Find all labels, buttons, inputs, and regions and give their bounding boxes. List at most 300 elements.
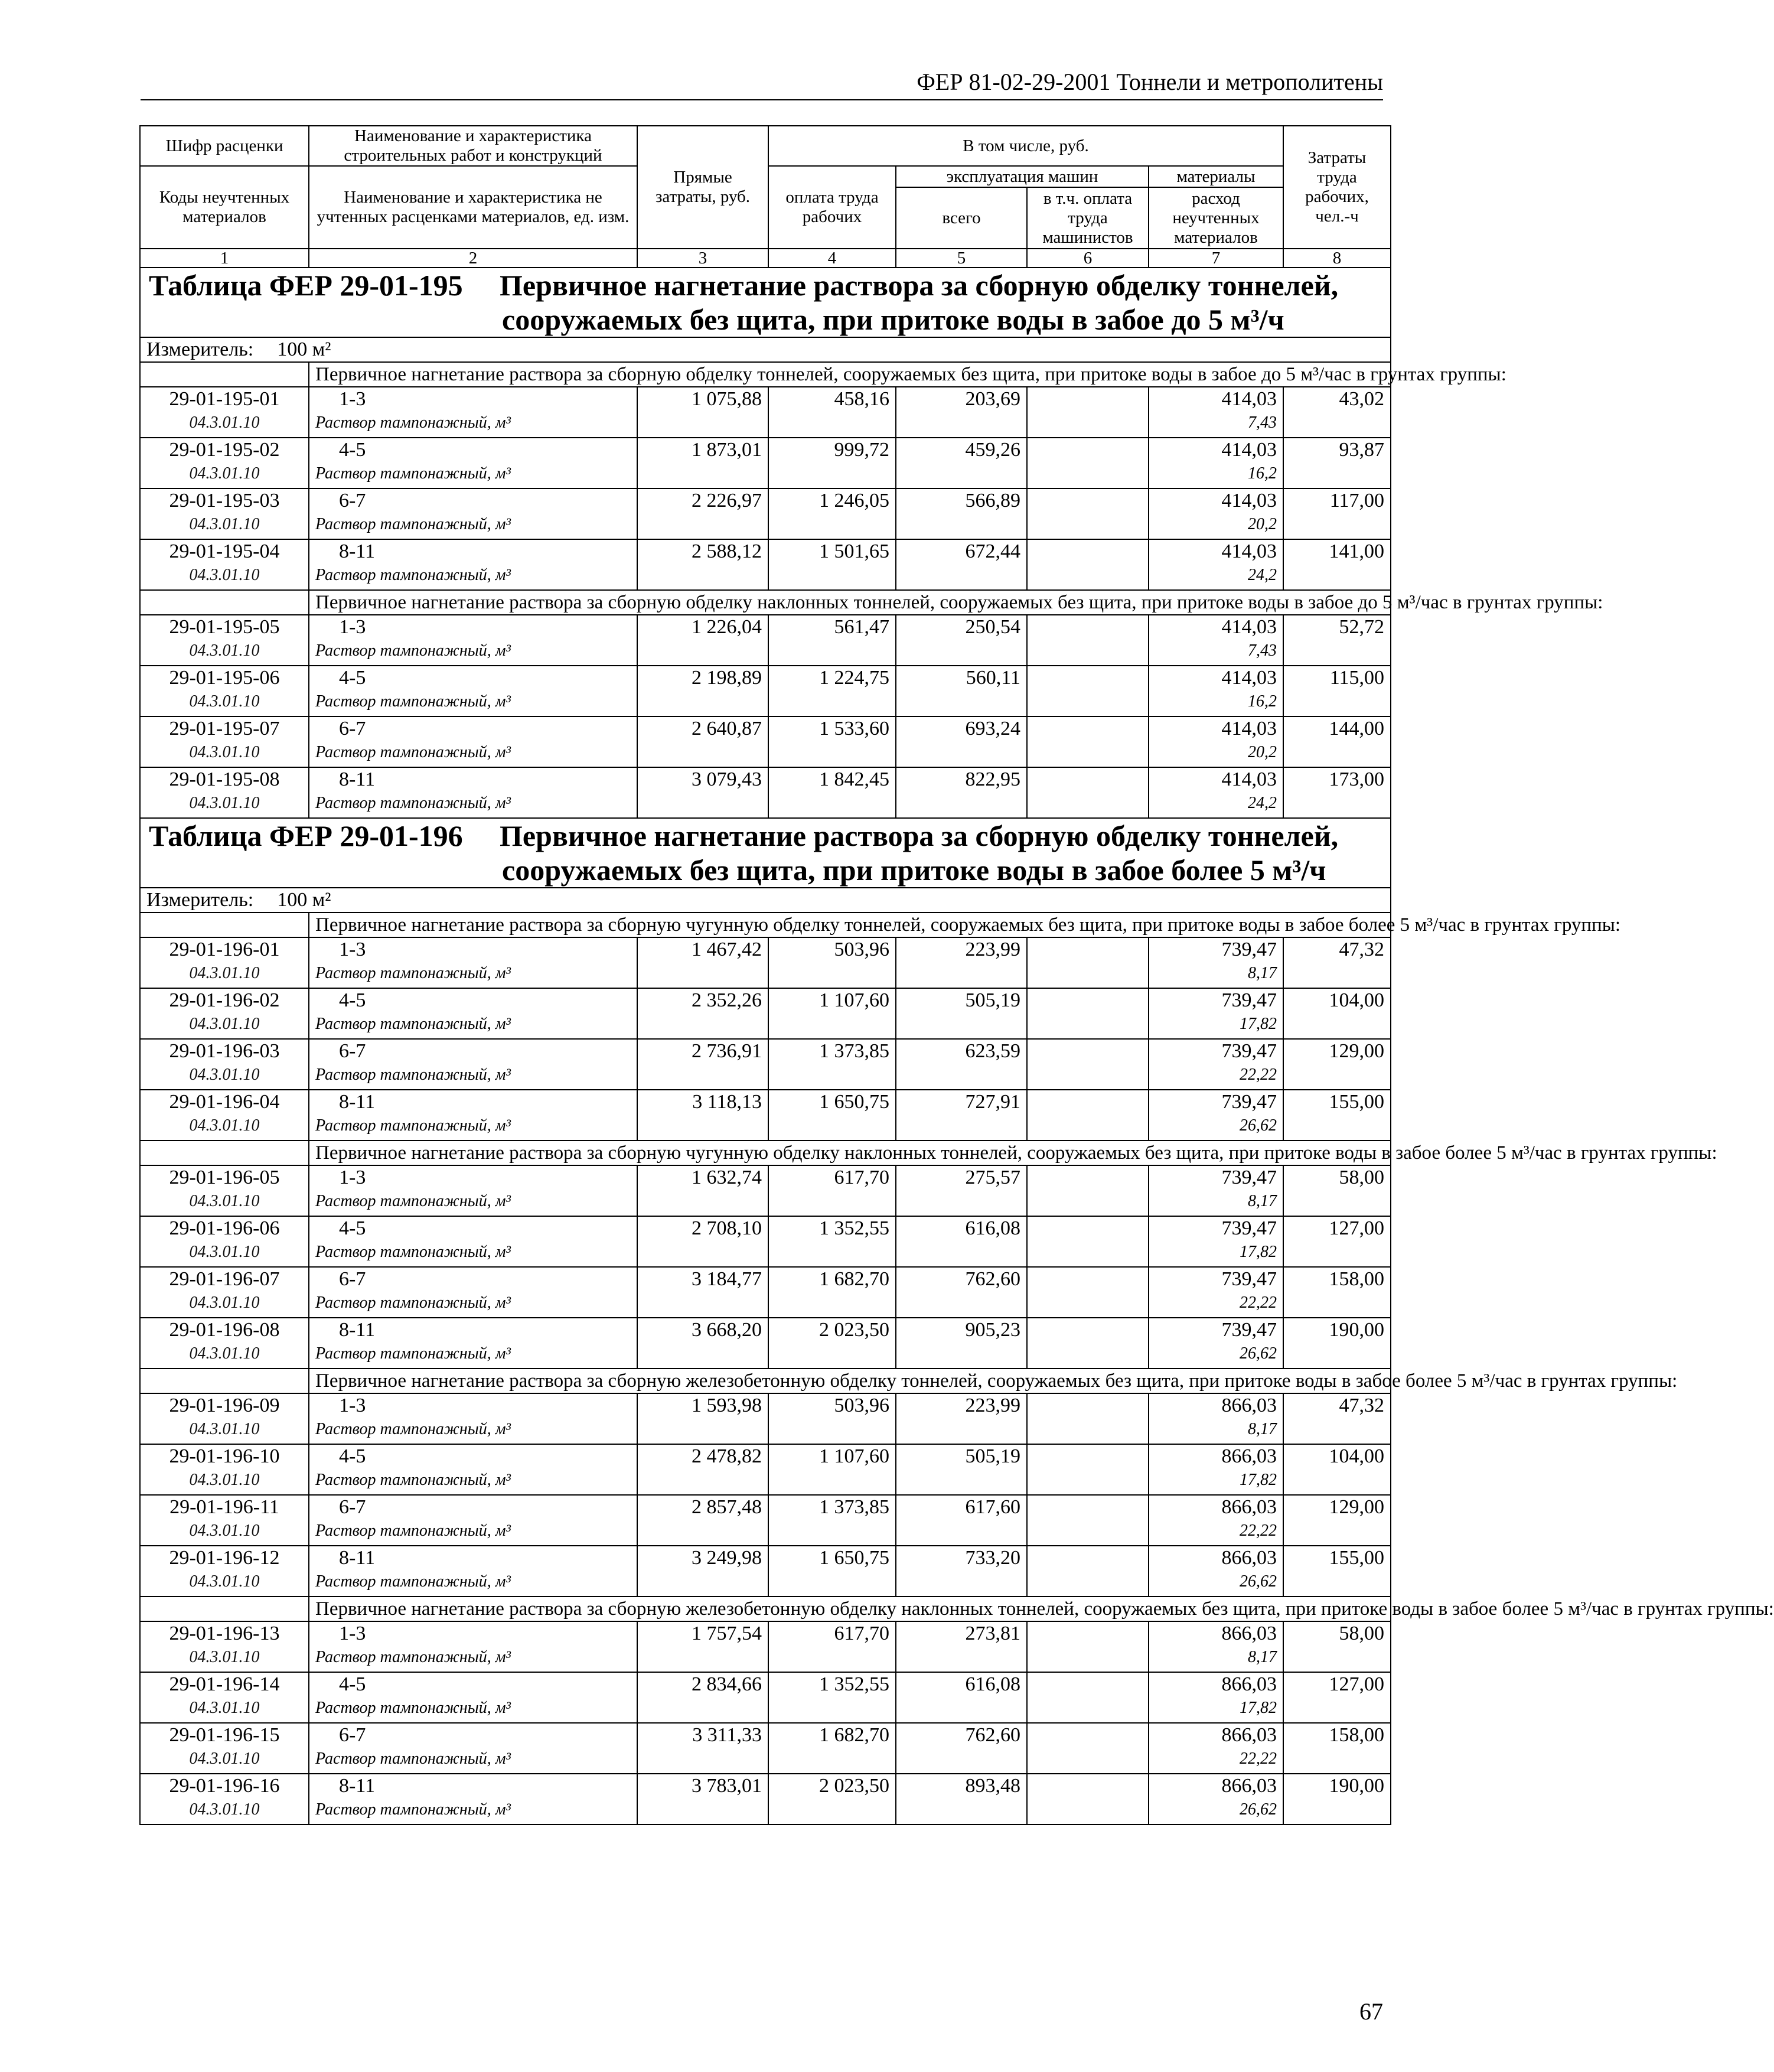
machines-total: 616,08 [896, 1216, 1027, 1267]
machines-total: 822,95 [896, 767, 1027, 818]
materials-cell [1149, 1621, 1283, 1672]
group-empty-cell [140, 1141, 309, 1165]
worker-wages: 1 682,70 [768, 1723, 896, 1774]
materials-value: 866,03 [1221, 1496, 1277, 1518]
table-row [140, 1444, 1391, 1495]
direct-cost: 3 079,43 [637, 767, 768, 818]
soil-group: 8-11 [339, 1775, 376, 1797]
labor-cost: 47,32 [1283, 1393, 1391, 1444]
labor-cost: 58,00 [1283, 1165, 1391, 1216]
rate-code: 29-01-195-03 [169, 490, 280, 512]
group-empty-cell [140, 1369, 309, 1393]
group-row [140, 1369, 1391, 1393]
direct-cost: 2 352,26 [637, 988, 768, 1039]
table-title-line-2: сооружаемых без щита, при притоке воды в забое до 5 м³/ч [502, 303, 1284, 336]
soil-group: 8-11 [339, 1319, 376, 1341]
materials-value: 866,03 [1221, 1395, 1277, 1416]
soil-group: 1-3 [339, 1623, 366, 1644]
group-description: Первичное нагнетание раствора за сборную обделку тоннелей, сооружаемых без щита, при притоке воды в забое до 5 м³/час в грунтах группы: [309, 362, 1391, 387]
soil-group: 1-3 [339, 616, 366, 638]
rate-code: 29-01-196-02 [169, 989, 280, 1011]
material-consumption: 17,82 [1240, 1699, 1277, 1717]
rate-name-cell [309, 615, 637, 666]
measure-label: Измеритель: [146, 889, 254, 911]
labor-cost: 190,00 [1283, 1318, 1391, 1369]
soil-group: 8-11 [339, 1091, 376, 1113]
machinist-wages [1027, 716, 1149, 767]
material-consumption: 8,17 [1248, 1192, 1277, 1210]
material-consumption: 26,62 [1240, 1800, 1277, 1819]
material-code: 04.3.01.10 [189, 1192, 260, 1210]
group-empty-cell [140, 362, 309, 387]
table-row [140, 1393, 1391, 1444]
rate-code-cell [140, 615, 309, 666]
rate-code: 29-01-196-09 [169, 1395, 280, 1416]
labor-cost: 115,00 [1283, 666, 1391, 716]
col-name-bottom: Наименование и характеристика не учтенных расценками материалов, ед. изм. [309, 166, 637, 249]
machines-total: 505,19 [896, 988, 1027, 1039]
machines-total: 223,99 [896, 1393, 1027, 1444]
material-code: 04.3.01.10 [189, 1015, 260, 1033]
materials-cell [1149, 615, 1283, 666]
direct-cost: 1 467,42 [637, 937, 768, 988]
machines-total: 250,54 [896, 615, 1027, 666]
materials-value: 414,03 [1221, 616, 1277, 638]
table-number: Таблица ФЕР 29-01-195 [149, 269, 463, 302]
material-code: 04.3.01.10 [189, 964, 260, 982]
rate-code-cell [140, 1444, 309, 1495]
col-num: 2 [309, 249, 637, 268]
direct-cost: 1 757,54 [637, 1621, 768, 1672]
table-row [140, 1723, 1391, 1774]
labor-cost: 47,32 [1283, 937, 1391, 988]
rate-name-cell [309, 988, 637, 1039]
rate-name-cell [309, 1672, 637, 1723]
machinist-wages [1027, 1318, 1149, 1369]
table-row [140, 1267, 1391, 1318]
rate-code-cell [140, 488, 309, 539]
group-row [140, 1141, 1391, 1165]
worker-wages: 1 246,05 [768, 488, 896, 539]
worker-wages: 1 842,45 [768, 767, 896, 818]
table-number: Таблица ФЕР 29-01-196 [149, 819, 463, 852]
rate-code-cell [140, 1546, 309, 1597]
rate-name-cell [309, 1495, 637, 1546]
group-description: Первичное нагнетание раствора за сборную железобетонную обделку тоннелей, сооружаемых без щита, при притоке воды в забое более 5 м³/час в грунтах группы: [309, 1369, 1391, 1393]
materials-value: 866,03 [1221, 1547, 1277, 1569]
rate-code: 29-01-195-01 [169, 388, 280, 410]
worker-wages: 561,47 [768, 615, 896, 666]
worker-wages: 1 650,75 [768, 1546, 896, 1597]
material-name: Раствор тампонажный, м³ [315, 964, 511, 982]
material-consumption: 20,2 [1248, 743, 1277, 761]
worker-wages: 1 682,70 [768, 1267, 896, 1318]
machinist-wages [1027, 1090, 1149, 1141]
materials-cell [1149, 387, 1283, 438]
worker-wages: 617,70 [768, 1165, 896, 1216]
materials-value: 739,47 [1221, 1040, 1277, 1062]
rate-name-cell [309, 1318, 637, 1369]
table-title-row [140, 268, 1391, 337]
direct-cost: 2 478,82 [637, 1444, 768, 1495]
rate-code-cell [140, 1393, 309, 1444]
labor-cost: 43,02 [1283, 387, 1391, 438]
materials-cell [1149, 1774, 1283, 1825]
direct-cost: 3 668,20 [637, 1318, 768, 1369]
table-row [140, 1672, 1391, 1723]
material-code: 04.3.01.10 [189, 1572, 260, 1591]
labor-cost: 173,00 [1283, 767, 1391, 818]
labor-cost: 104,00 [1283, 988, 1391, 1039]
materials-cell [1149, 1444, 1283, 1495]
materials-value: 866,03 [1221, 1673, 1277, 1695]
materials-value: 414,03 [1221, 388, 1277, 410]
materials-value: 414,03 [1221, 667, 1277, 689]
soil-group: 4-5 [339, 439, 366, 461]
material-code: 04.3.01.10 [189, 515, 260, 533]
materials-value: 739,47 [1221, 1217, 1277, 1239]
table-row [140, 539, 1391, 590]
material-name: Раствор тампонажный, м³ [315, 692, 511, 711]
machines-total: 762,60 [896, 1723, 1027, 1774]
group-description: Первичное нагнетание раствора за сборную чугунную обделку тоннелей, сооружаемых без щита, при притоке воды в забое более 5 м³/час в грунтах группы: [309, 913, 1391, 937]
col-labor: Затраты труда рабочих, чел.-ч [1283, 126, 1391, 249]
material-consumption: 24,2 [1248, 566, 1277, 584]
col-wages: оплата труда рабочих [768, 166, 896, 249]
labor-cost: 129,00 [1283, 1039, 1391, 1090]
material-code: 04.3.01.10 [189, 692, 260, 711]
material-name: Раствор тампонажный, м³ [315, 1116, 511, 1135]
machinist-wages [1027, 1495, 1149, 1546]
rate-code-cell [140, 1723, 309, 1774]
rate-code-cell [140, 1165, 309, 1216]
rate-code: 29-01-195-07 [169, 718, 280, 739]
worker-wages: 2 023,50 [768, 1774, 896, 1825]
rate-code-cell [140, 1216, 309, 1267]
col-direct: Прямые затраты, руб. [637, 126, 768, 249]
machines-total: 566,89 [896, 488, 1027, 539]
materials-cell [1149, 767, 1283, 818]
machines-total: 273,81 [896, 1621, 1027, 1672]
rate-code: 29-01-196-15 [169, 1724, 280, 1746]
rate-code-cell [140, 387, 309, 438]
rate-name-cell [309, 1774, 637, 1825]
materials-cell [1149, 1267, 1283, 1318]
material-name: Раствор тампонажный, м³ [315, 1294, 511, 1312]
rate-code: 29-01-196-10 [169, 1445, 280, 1467]
materials-value: 414,03 [1221, 768, 1277, 790]
table-title-line-1 [146, 268, 1384, 302]
machines-total: 560,11 [896, 666, 1027, 716]
material-name: Раствор тампонажный, м³ [315, 1015, 511, 1033]
rate-code-cell [140, 767, 309, 818]
material-consumption: 17,82 [1240, 1015, 1277, 1033]
rate-code-cell [140, 1267, 309, 1318]
soil-group: 1-3 [339, 939, 366, 960]
materials-value: 739,47 [1221, 1319, 1277, 1341]
rate-code: 29-01-196-04 [169, 1091, 280, 1113]
measure-row [140, 337, 1391, 362]
machinist-wages [1027, 1267, 1149, 1318]
rate-code: 29-01-196-03 [169, 1040, 280, 1062]
machines-total: 905,23 [896, 1318, 1027, 1369]
machinist-wages [1027, 666, 1149, 716]
rate-code: 29-01-196-13 [169, 1623, 280, 1644]
labor-cost: 155,00 [1283, 1090, 1391, 1141]
material-consumption: 22,22 [1240, 1066, 1277, 1084]
table-row [140, 438, 1391, 488]
worker-wages: 458,16 [768, 387, 896, 438]
col-num: 7 [1149, 249, 1283, 268]
material-consumption: 20,2 [1248, 515, 1277, 533]
material-name: Раствор тампонажный, м³ [315, 794, 511, 812]
direct-cost: 1 075,88 [637, 387, 768, 438]
rate-name-cell [309, 1723, 637, 1774]
group-description: Первичное нагнетание раствора за сборную чугунную обделку наклонных тоннелей, сооружаемых без щита, при притоке воды в забое более 5 м³/час в грунтах группы: [309, 1141, 1391, 1165]
rate-code-cell [140, 1495, 309, 1546]
running-header: ФЕР 81-02-29-2001 Тоннели и метрополитены [141, 65, 1383, 100]
material-consumption: 8,17 [1248, 964, 1277, 982]
machines-total: 733,20 [896, 1546, 1027, 1597]
table-title-line-1 [146, 819, 1384, 853]
rate-code: 29-01-196-16 [169, 1775, 280, 1797]
worker-wages: 999,72 [768, 438, 896, 488]
worker-wages: 617,70 [768, 1621, 896, 1672]
table-row [140, 666, 1391, 716]
materials-value: 739,47 [1221, 1167, 1277, 1188]
measure [140, 888, 1391, 913]
labor-cost: 117,00 [1283, 488, 1391, 539]
machinist-wages [1027, 1444, 1149, 1495]
worker-wages: 503,96 [768, 937, 896, 988]
material-name: Раствор тампонажный, м³ [315, 1522, 511, 1540]
rate-code-cell [140, 1318, 309, 1369]
rate-code: 29-01-195-04 [169, 540, 280, 562]
materials-cell [1149, 716, 1283, 767]
soil-group: 6-7 [339, 490, 366, 512]
table-title-line-2: сооружаемых без щита, при притоке воды в забое более 5 м³/ч [502, 853, 1326, 887]
labor-cost: 127,00 [1283, 1216, 1391, 1267]
rate-code-cell [140, 539, 309, 590]
machinist-wages [1027, 1774, 1149, 1825]
worker-wages: 1 373,85 [768, 1495, 896, 1546]
machinist-wages [1027, 1165, 1149, 1216]
rate-code: 29-01-195-08 [169, 768, 280, 790]
col-machines-wages: в т.ч. оплата труда машинистов [1027, 187, 1149, 249]
material-consumption: 8,17 [1248, 1420, 1277, 1438]
material-consumption: 22,22 [1240, 1522, 1277, 1540]
table-row [140, 716, 1391, 767]
rate-name-cell [309, 666, 637, 716]
direct-cost: 1 593,98 [637, 1393, 768, 1444]
soil-group: 4-5 [339, 1445, 366, 1467]
labor-cost: 127,00 [1283, 1672, 1391, 1723]
rate-name-cell [309, 767, 637, 818]
rate-name-cell [309, 1393, 637, 1444]
machinist-wages [1027, 615, 1149, 666]
soil-group: 4-5 [339, 667, 366, 689]
group-row [140, 362, 1391, 387]
materials-cell [1149, 1165, 1283, 1216]
measure-label: Измеритель: [146, 338, 254, 360]
col-incl: В том числе, руб. [768, 126, 1283, 166]
rate-name-cell [309, 1546, 637, 1597]
material-name: Раствор тампонажный, м³ [315, 1192, 511, 1210]
group-empty-cell [140, 590, 309, 615]
group-empty-cell [140, 913, 309, 937]
materials-cell [1149, 539, 1283, 590]
rate-name-cell [309, 1216, 637, 1267]
labor-cost: 158,00 [1283, 1723, 1391, 1774]
materials-value: 414,03 [1221, 490, 1277, 512]
machinist-wages [1027, 1723, 1149, 1774]
materials-cell [1149, 1495, 1283, 1546]
material-consumption: 8,17 [1248, 1648, 1277, 1666]
soil-group: 8-11 [339, 1547, 376, 1569]
labor-cost: 52,72 [1283, 615, 1391, 666]
machinist-wages [1027, 1672, 1149, 1723]
rate-code-cell [140, 988, 309, 1039]
labor-cost: 190,00 [1283, 1774, 1391, 1825]
direct-cost: 2 226,97 [637, 488, 768, 539]
rate-code-cell [140, 716, 309, 767]
material-consumption: 7,43 [1248, 413, 1277, 432]
table-row [140, 767, 1391, 818]
materials-cell [1149, 1039, 1283, 1090]
soil-group: 6-7 [339, 718, 366, 739]
material-name: Раствор тампонажный, м³ [315, 641, 511, 660]
measure-row [140, 888, 1391, 913]
machines-total: 616,08 [896, 1672, 1027, 1723]
machines-total: 617,60 [896, 1495, 1027, 1546]
material-name: Раствор тампонажный, м³ [315, 1066, 511, 1084]
direct-cost: 3 249,98 [637, 1546, 768, 1597]
col-num: 5 [896, 249, 1027, 268]
materials-value: 414,03 [1221, 718, 1277, 739]
material-name: Раствор тампонажный, м³ [315, 515, 511, 533]
material-name: Раствор тампонажный, м³ [315, 1344, 511, 1363]
material-name: Раствор тампонажный, м³ [315, 413, 511, 432]
rate-name-cell [309, 1621, 637, 1672]
worker-wages: 1 352,55 [768, 1216, 896, 1267]
rate-name-cell [309, 1090, 637, 1141]
rate-code-cell [140, 438, 309, 488]
material-consumption: 26,62 [1240, 1116, 1277, 1135]
header-row-1 [140, 126, 1391, 166]
soil-group: 6-7 [339, 1724, 366, 1746]
worker-wages: 1 352,55 [768, 1672, 896, 1723]
materials-cell [1149, 1318, 1283, 1369]
rate-code-cell [140, 937, 309, 988]
worker-wages: 1 533,60 [768, 716, 896, 767]
direct-cost: 1 226,04 [637, 615, 768, 666]
group-description: Первичное нагнетание раствора за сборную обделку наклонных тоннелей, сооружаемых без щита, при притоке воды в забое до 5 м³/час в грунтах группы: [309, 590, 1391, 615]
table-row [140, 937, 1391, 988]
col-num: 8 [1283, 249, 1391, 268]
materials-cell [1149, 1393, 1283, 1444]
worker-wages: 1 373,85 [768, 1039, 896, 1090]
rate-name-cell [309, 716, 637, 767]
rate-name-cell [309, 1267, 637, 1318]
material-code: 04.3.01.10 [189, 1294, 260, 1312]
materials-value: 866,03 [1221, 1724, 1277, 1746]
rate-name-cell [309, 1165, 637, 1216]
machines-total: 693,24 [896, 716, 1027, 767]
worker-wages: 2 023,50 [768, 1318, 896, 1369]
direct-cost: 1 632,74 [637, 1165, 768, 1216]
col-num: 3 [637, 249, 768, 268]
material-name: Раствор тампонажный, м³ [315, 1471, 511, 1489]
materials-cell [1149, 988, 1283, 1039]
machinist-wages [1027, 1216, 1149, 1267]
table-row [140, 1318, 1391, 1369]
col-code-top: Шифр расценки [140, 126, 309, 166]
material-code: 04.3.01.10 [189, 1116, 260, 1135]
worker-wages: 1 107,60 [768, 1444, 896, 1495]
column-numbers-row [140, 249, 1391, 268]
direct-cost: 2 857,48 [637, 1495, 768, 1546]
materials-value: 866,03 [1221, 1623, 1277, 1644]
rate-code-cell [140, 666, 309, 716]
table-title [140, 818, 1391, 888]
machinist-wages [1027, 1546, 1149, 1597]
table-title-row [140, 818, 1391, 888]
rate-code-cell [140, 1090, 309, 1141]
table-row [140, 1495, 1391, 1546]
material-consumption: 16,2 [1248, 464, 1277, 483]
material-code: 04.3.01.10 [189, 1420, 260, 1438]
table-row [140, 1039, 1391, 1090]
machinist-wages [1027, 988, 1149, 1039]
machines-total: 223,99 [896, 937, 1027, 988]
machinist-wages [1027, 1621, 1149, 1672]
rate-code: 29-01-195-06 [169, 667, 280, 689]
rate-code-cell [140, 1621, 309, 1672]
direct-cost: 2 834,66 [637, 1672, 768, 1723]
machines-total: 505,19 [896, 1444, 1027, 1495]
table-title [140, 268, 1391, 337]
material-consumption: 16,2 [1248, 692, 1277, 711]
group-row [140, 913, 1391, 937]
material-consumption: 26,62 [1240, 1572, 1277, 1591]
soil-group: 8-11 [339, 768, 376, 790]
machines-total: 672,44 [896, 539, 1027, 590]
col-materials: материалы [1149, 166, 1283, 187]
soil-group: 4-5 [339, 1673, 366, 1695]
labor-cost: 104,00 [1283, 1444, 1391, 1495]
machines-total: 275,57 [896, 1165, 1027, 1216]
table-row [140, 1216, 1391, 1267]
material-code: 04.3.01.10 [189, 1471, 260, 1489]
rate-code: 29-01-195-02 [169, 439, 280, 461]
col-num: 1 [140, 249, 309, 268]
rate-code-cell [140, 1774, 309, 1825]
rate-name-cell [309, 387, 637, 438]
soil-group: 6-7 [339, 1496, 366, 1518]
worker-wages: 1 501,65 [768, 539, 896, 590]
worker-wages: 503,96 [768, 1393, 896, 1444]
materials-value: 739,47 [1221, 989, 1277, 1011]
col-code-bottom: Коды неучтенных материалов [140, 166, 309, 249]
material-code: 04.3.01.10 [189, 1800, 260, 1819]
material-code: 04.3.01.10 [189, 1344, 260, 1363]
rate-name-cell [309, 937, 637, 988]
rate-code: 29-01-196-11 [169, 1496, 279, 1518]
direct-cost: 2 736,91 [637, 1039, 768, 1090]
material-code: 04.3.01.10 [189, 1648, 260, 1666]
rate-code: 29-01-196-08 [169, 1319, 280, 1341]
machinist-wages [1027, 438, 1149, 488]
